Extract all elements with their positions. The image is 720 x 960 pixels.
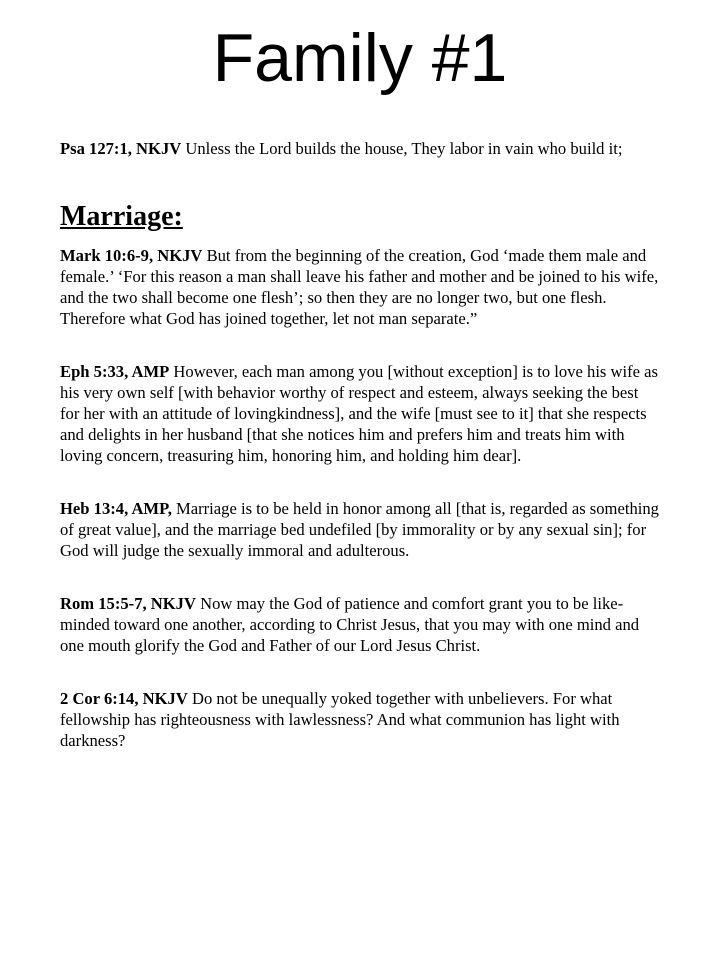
verse-text: Do not be unequally yoked together with unbelievers. For what fellowship has righteousness with lawlessness? And what communion has light with darkness? — [60, 689, 620, 750]
verse-reference: Mark 10:6-9, NKJV — [60, 246, 203, 265]
verse-heb-13 — [60, 498, 660, 561]
verse-reference: 2 Cor 6:14, NKJV — [60, 689, 188, 708]
intro-verse — [60, 138, 660, 159]
verse-reference: Heb 13:4, AMP, — [60, 499, 172, 518]
verse-reference: Eph 5:33, AMP — [60, 362, 170, 381]
page-title: Family #1 — [212, 20, 508, 96]
verse-reference: Psa 127:1, NKJV — [60, 139, 182, 158]
verse-reference: Rom 15:5-7, NKJV — [60, 594, 196, 613]
verse-eph-5 — [60, 361, 660, 466]
verse-mark-10 — [60, 245, 660, 329]
verse-text: Now may the God of patience and comfort grant you to be like-minded toward one another, according to Christ Jesus, that you may with one mind and one mouth glorify the God and Father of our Lord Jesus Christ. — [60, 594, 640, 655]
verse-text: But from the beginning of the creation, God ‘made them male and female.’ ‘For this reason a man shall leave his father and mother and be joined to his wife, and the two shall become one flesh’; so then they are no longer two, but one flesh. Therefore what God has joined together, let not man separate.” — [60, 246, 659, 328]
section-heading: Marriage: — [60, 201, 183, 232]
verse-rom-15 — [60, 593, 660, 656]
verse-2cor-6 — [60, 688, 660, 751]
verse-text: Marriage is to be held in honor among all [that is, regarded as something of great value], and the marriage bed undefiled [by immorality or by any sexual sin]; for God will judge the sexually immoral and adulterous. — [60, 499, 659, 560]
document-body — [60, 138, 660, 751]
verse-text: Unless the Lord builds the house, They labor in vain who build it; — [181, 139, 623, 158]
verse-text: However, each man among you [without exception] is to love his wife as his very own self [with behavior worthy of respect and esteem, always seeking the best for her with an attitude of lovingkindness], and the wife [must see to it] that she respects and delights in her husband [that she notices him and prefers him and treats him with loving concern, treasuring him, honoring him, and holding him dear]. — [60, 362, 658, 465]
